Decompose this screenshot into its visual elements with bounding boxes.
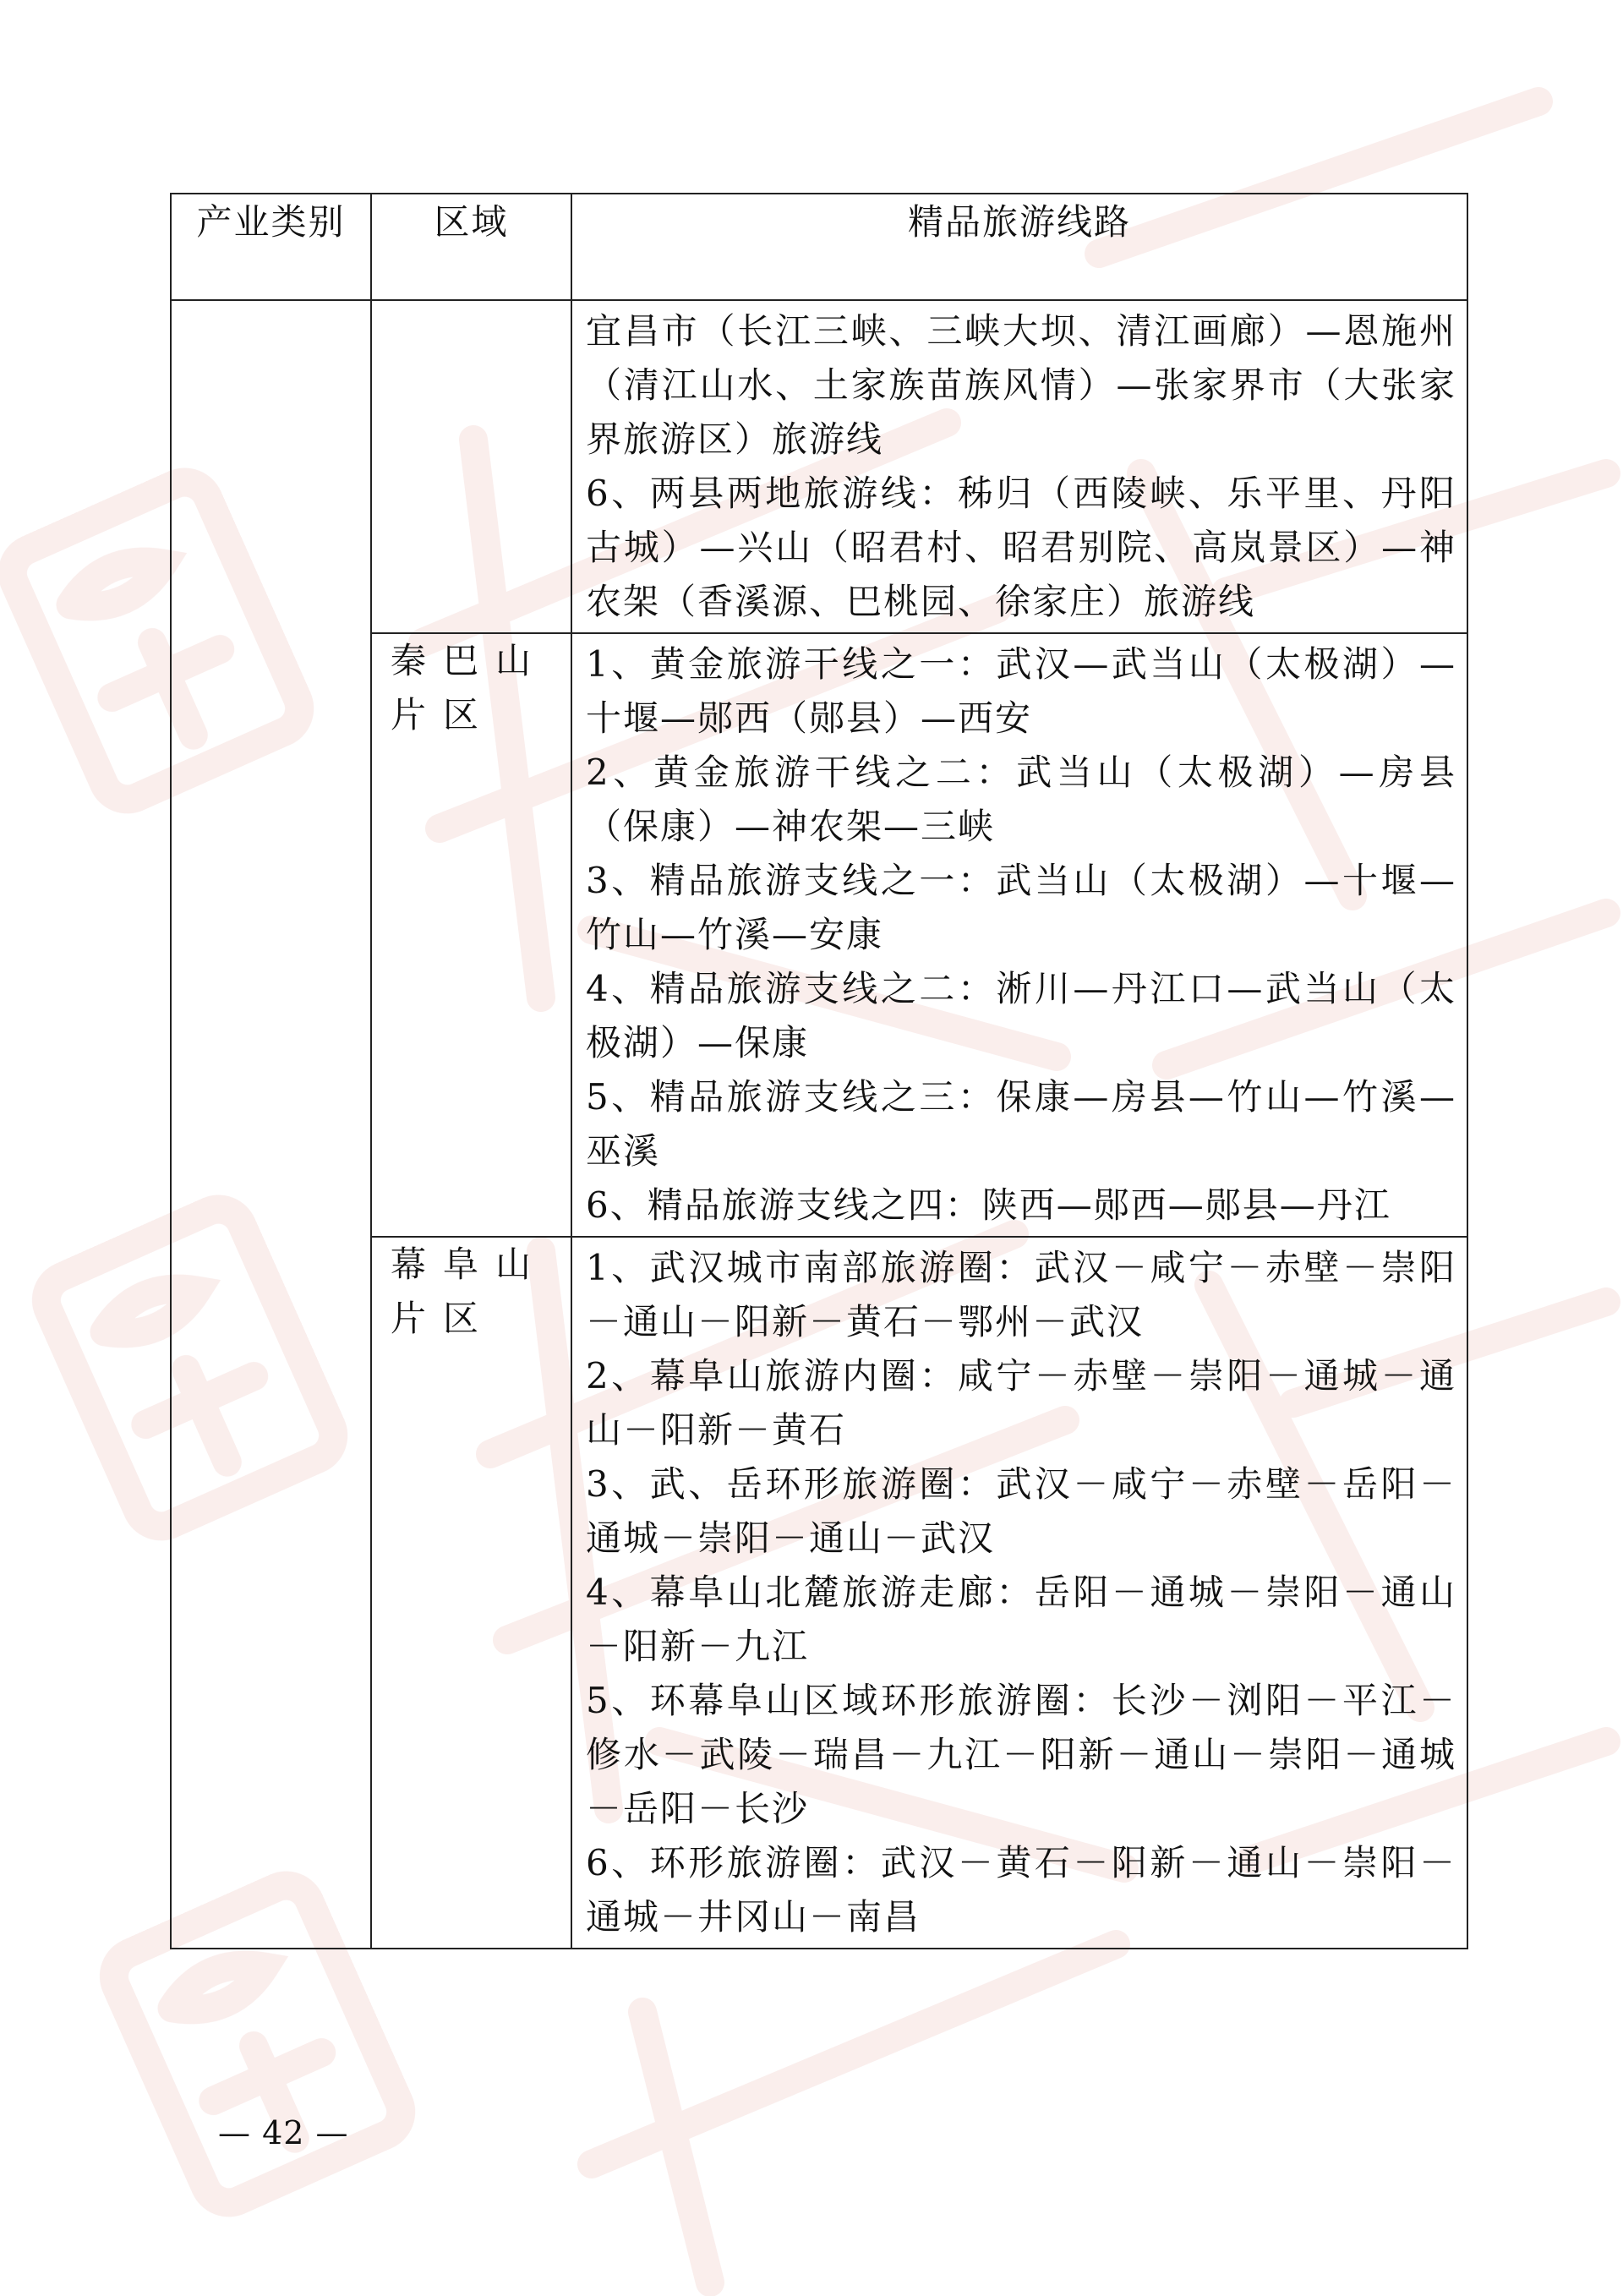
category-cell [171,300,371,1949]
route-line: 6、两县两地旅游线：秭归（西陵峡、乐平里、丹阳古城）—兴山（昭君村、昭君别院、高岚景区）—神农架（香溪源、巴桃园、徐家庄）旅游线 [586,473,1456,622]
area-cell: 秦巴山片区 [371,633,571,1237]
route-line: 4、幕阜山北麓旅游走廊：岳阳－通城－崇阳－通山－阳新－九江 [586,1572,1456,1667]
route-line: 5、精品旅游支线之三：保康—房县—竹山—竹溪—巫溪 [586,1076,1456,1172]
page-number: — 42 — [218,2114,349,2151]
route-line: 1、黄金旅游干线之一：武汉—武当山（太极湖）—十堰—郧西（郧县）—西安 [586,643,1456,739]
table-header-row [171,194,1467,300]
routes-cell [571,633,1467,1237]
route-line: 1、武汉城市南部旅游圈：武汉－咸宁－赤壁－崇阳－通山－阳新－黄石－鄂州－武汉 [586,1247,1456,1342]
table-row [171,300,1467,633]
route-line: 6、精品旅游支线之四：陕西—郧西—郧县—丹江 [586,1184,1391,1226]
route-line: 4、精品旅游支线之二：淅川—丹江口—武当山（太极湖）—保康 [586,968,1456,1063]
header-area: 区域 [371,194,571,300]
routes-cell [571,1237,1467,1949]
route-line: 宜昌市（长江三峡、三峡大坝、清江画廊）—恩施州（清江山水、土家族苗族风情）—张家界市（大张家界旅游区）旅游线 [586,310,1456,460]
area-cell: 幕阜山片区 [371,1237,571,1949]
route-line: 2、黄金旅游干线之二：武当山（太极湖）—房县（保康）—神农架—三峡 [586,752,1456,847]
route-line: 3、精品旅游支线之一：武当山（太极湖）—十堰—竹山—竹溪—安康 [586,860,1456,955]
route-line: 3、武、岳环形旅游圈：武汉－咸宁－赤壁－岳阳－通城－崇阳－通山－武汉 [586,1463,1456,1559]
route-line: 5、环幕阜山区域环形旅游圈：长沙－浏阳－平江－修水－武陵－瑞昌－九江－阳新－通山－崇阳－通城－岳阳－长沙 [586,1680,1456,1829]
tourism-routes-table [170,193,1468,1949]
area-cell [371,300,571,633]
header-category: 产业类别 [171,194,371,300]
header-routes: 精品旅游线路 [571,194,1467,300]
route-line: 6、环形旅游圈：武汉－黄石－阳新－通山－崇阳－通城－井冈山－南昌 [586,1842,1456,1938]
route-line: 2、幕阜山旅游内圈：咸宁－赤壁－崇阳－通城－通山－阳新－黄石 [586,1355,1456,1451]
routes-cell [571,300,1467,633]
